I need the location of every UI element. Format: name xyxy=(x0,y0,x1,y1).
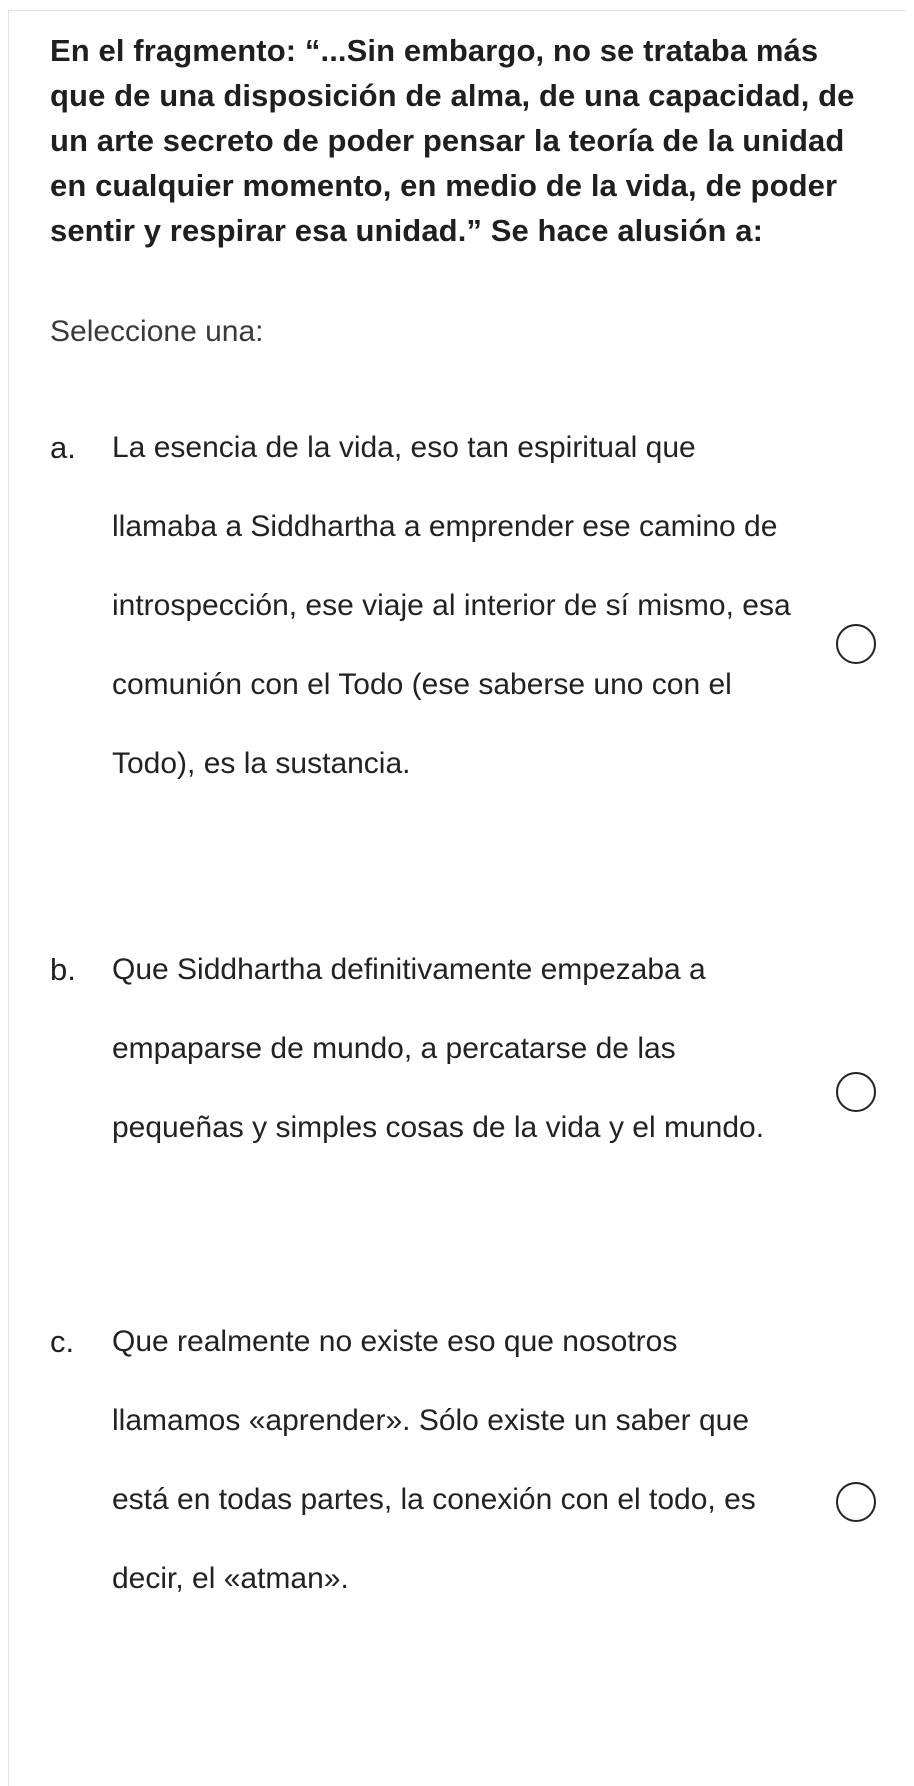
option-a-letter: a. xyxy=(50,430,76,465)
question-text: En el fragmento: “...Sin embargo, no se trataba más que de una disposición de alma, de una capacidad, de un arte secreto de poder pensar la teoría de la unidad en cualquier momento, en medio de la vida, de poder sentir y respirar esa unidad.” Se hace alusión a: xyxy=(50,33,855,248)
select-one-prompt: Seleccione una: xyxy=(50,315,264,348)
option-b-text[interactable]: Que Siddhartha definitivamente empezaba a empaparse de mundo, a percatarse de las pequeñas y simples cosas de la vida y el mundo. xyxy=(112,953,765,1144)
option-b-letter: b. xyxy=(50,952,76,987)
option-b-radio[interactable] xyxy=(836,1072,876,1112)
option-a-text[interactable]: La esencia de la vida, eso tan espiritual que llamaba a Siddhartha a emprender ese camino de introspección, ese viaje al interior de sí mismo, esa comunión con el Todo (ese saberse uno con el Todo), es la sustancia. xyxy=(112,431,791,780)
option-c-letter: c. xyxy=(50,1324,75,1359)
option-a-radio[interactable] xyxy=(836,624,876,664)
option-c-text[interactable]: Que realmente no existe eso que nosotros llamamos «aprender». Sólo existe un saber que está en todas partes, la conexión con el todo, es decir, el «atman». xyxy=(112,1325,756,1595)
option-c-radio[interactable] xyxy=(836,1482,876,1522)
